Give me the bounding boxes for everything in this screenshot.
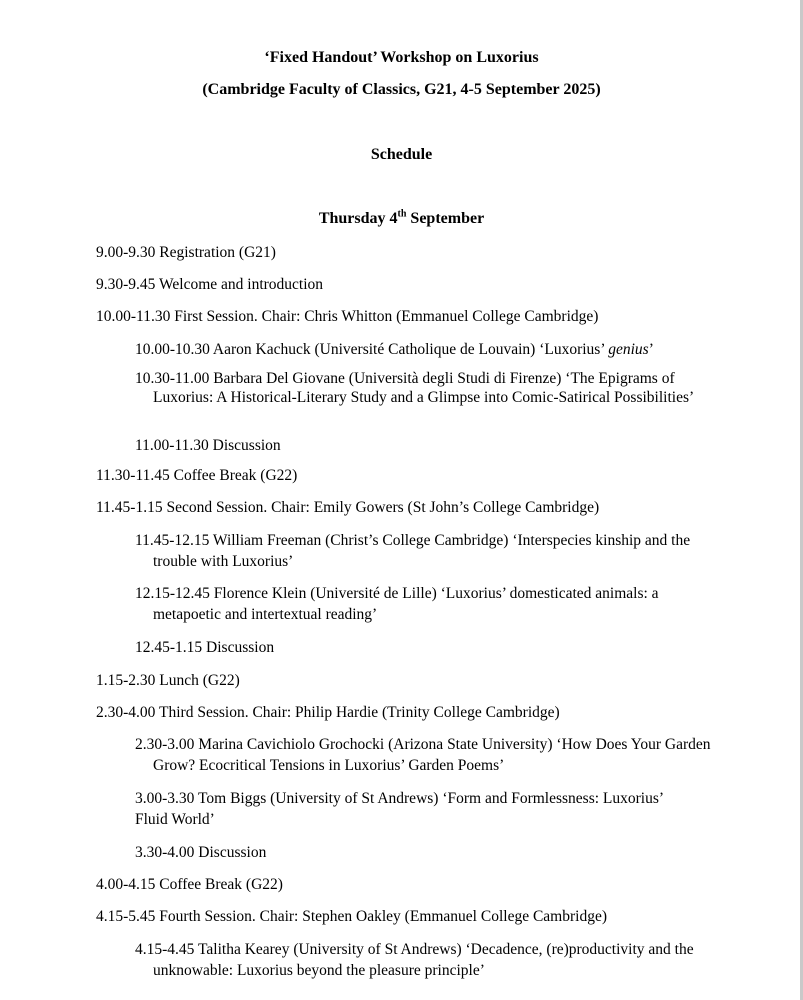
schedule-registration: 9.00-9.30 Registration (G21) [96, 244, 276, 261]
document-subtitle: (Cambridge Faculty of Classics, G21, 4-5 September 2025) [202, 81, 601, 98]
session-3-heading: 2.30-4.00 Third Session. Chair: Philip Hardie (Trinity College Cambridge) [96, 704, 560, 721]
schedule-coffee-break-1: 11.30-11.45 Coffee Break (G22) [96, 467, 298, 484]
day-heading [0, 209, 803, 229]
session-2-talk-2: 12.15-12.45 Florence Klein (Université de Lille) ‘Luxorius’ domesticated animals: a metapoetic and intertextual reading’ [135, 585, 659, 623]
day-label-sup: th [397, 208, 407, 220]
day-label-pre: Thursday 4 [318, 210, 398, 227]
session-2-talk-1: 11.45-12.15 William Freeman (Christ’s College Cambridge) ‘Interspecies kinship and the trouble with Luxorius’ [135, 532, 691, 570]
session-2-heading: 11.45-1.15 Second Session. Chair: Emily Gowers (St John’s College Cambridge) [96, 499, 600, 516]
session-1-talk-2: 10.30-11.00 Barbara Del Giovane (Università degli Studi di Firenze) ‘The Epigrams of Luxorius: A Historical-Literary Study and a Glimpse into Comic-Satirical Possibilities’ [135, 370, 695, 406]
session-1-discussion: 11.00-11.30 Discussion [135, 437, 281, 454]
talk-1-text: 10.00-10.30 Aaron Kachuck (Université Catholique de Louvain) ‘Luxorius’ [135, 341, 609, 358]
talk-1-italic: genius [608, 341, 649, 358]
session-1-talk-1 [135, 339, 654, 360]
day-label-post: September [406, 210, 485, 227]
document-title: ‘Fixed Handout’ Workshop on Luxorius [264, 49, 539, 66]
schedule-heading: Schedule [370, 146, 433, 163]
talk-1-close: ’ [648, 341, 654, 358]
schedule-lunch: 1.15-2.30 Lunch (G22) [96, 672, 240, 689]
schedule-welcome: 9.30-9.45 Welcome and introduction [96, 276, 324, 293]
session-3-talk-1: 2.30-3.00 Marina Cavichiolo Grochocki (Arizona State University) ‘How Does Your Garden Grow? Ecocritical Tensions in Luxorius’ Garden Poems’ [135, 736, 711, 774]
session-4-heading: 4.15-5.45 Fourth Session. Chair: Stephen Oakley (Emmanuel College Cambridge) [96, 908, 607, 925]
session-3-talk-2: 3.00-3.30 Tom Biggs (University of St Andrews) ‘Form and Formlessness: Luxorius’ Fluid World’ [135, 790, 663, 828]
session-3-discussion: 3.30-4.00 Discussion [135, 844, 267, 861]
session-4-talk-1: 4.15-4.45 Talitha Kearey (University of St Andrews) ‘Decadence, (re)productivity and the unknowable: Luxorius beyond the pleasure principle’ [135, 941, 694, 979]
session-1-heading: 10.00-11.30 First Session. Chair: Chris Whitton (Emmanuel College Cambridge) [96, 308, 599, 325]
schedule-coffee-break-2: 4.00-4.15 Coffee Break (G22) [96, 876, 283, 893]
session-2-discussion: 12.45-1.15 Discussion [135, 639, 275, 656]
